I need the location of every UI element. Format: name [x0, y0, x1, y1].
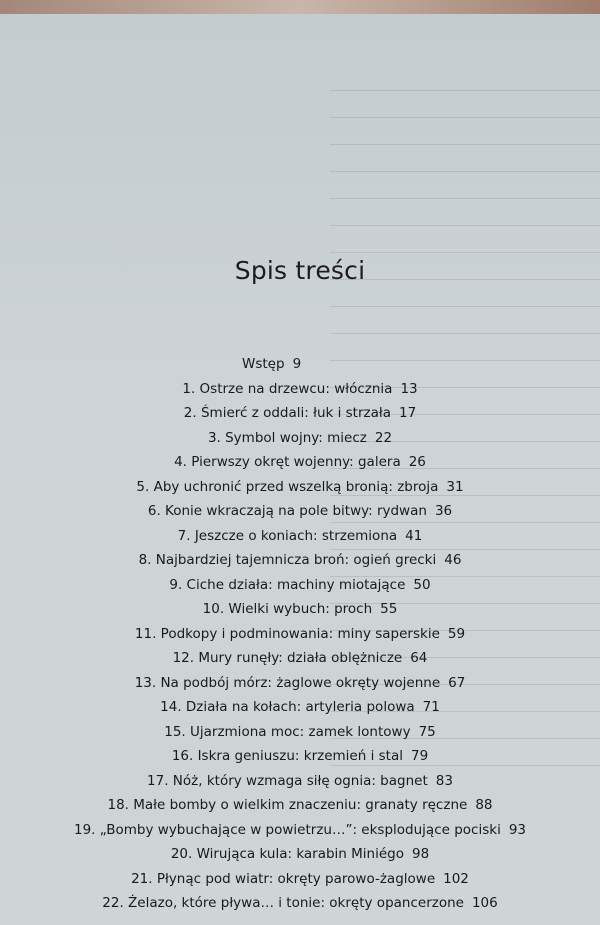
table-of-contents	[0, 352, 600, 916]
toc-entry-title: 6. Konie wkraczają na pole bitwy: rydwan	[147, 503, 427, 519]
toc-entry-page-number: 17	[399, 405, 417, 421]
toc-entry	[0, 352, 600, 377]
toc-entry-title: 16. Iskra geniuszu: krzemień i stal	[171, 748, 403, 764]
toc-entry	[0, 426, 600, 451]
toc-entry-title: 1. Ostrze na drzewcu: włócznia	[182, 380, 393, 397]
toc-entry-page-number: 75	[418, 723, 436, 740]
toc-entry-title: 18. Małe bomby o wielkim znaczeniu: granaty ręczne	[107, 797, 468, 813]
toc-entry-page-number: 31	[446, 478, 464, 495]
toc-entry-page-number: 102	[443, 870, 469, 887]
toc-entry-page-number: 93	[508, 821, 527, 838]
toc-entry-title: 14. Działa na kołach: artyleria polowa	[160, 699, 415, 715]
toc-entry-page-number: 88	[475, 797, 493, 813]
toc-entry-page-number: 41	[405, 527, 423, 544]
toc-entry-page-number: 55	[380, 601, 398, 617]
toc-entry	[0, 377, 600, 402]
toc-entry	[0, 720, 600, 745]
toc-entry-page-number: 106	[471, 895, 498, 911]
toc-entry-page-number: 13	[400, 380, 418, 397]
toc-entry	[0, 450, 600, 475]
toc-entry-page-number: 79	[410, 748, 429, 764]
toc-entry-title: 5. Aby uchronić przed wszelką bronią: zbroja	[136, 478, 439, 495]
page-sheet	[0, 14, 600, 925]
toc-entry	[0, 499, 600, 524]
toc-entry-page-number: 64	[410, 650, 428, 666]
toc-entry-title: 19. „Bomby wybuchające w powietrzu…”: eksplodujące pociski	[73, 821, 501, 838]
toc-entry-title: 11. Podkopy i podminowania: miny saperskie	[134, 625, 440, 642]
toc-entry-title: 7. Jeszcze o koniach: strzemiona	[177, 527, 398, 544]
toc-entry-page-number: 26	[408, 454, 426, 470]
toc-entry-title: 12. Mury runęły: działa oblężnicze	[172, 650, 403, 666]
toc-entry	[0, 524, 600, 549]
toc-entry-page-number: 36	[434, 503, 453, 519]
toc-entry	[0, 818, 600, 843]
toc-entry-title: 13. Na podbój mórz: żaglowe okręty wojenne	[134, 674, 441, 691]
toc-entry-title: 17. Nóż, który wzmaga siłę ognia: bagnet	[147, 772, 428, 789]
toc-entry	[0, 646, 600, 671]
toc-entry	[0, 401, 600, 426]
toc-entry-title: 22. Żelazo, które pływa… i tonie: okręty opancerzone	[102, 895, 464, 911]
toc-entry	[0, 597, 600, 622]
toc-entry	[0, 475, 600, 500]
toc-entry-page-number: 67	[448, 674, 466, 691]
toc-entry-title: 20. Wirująca kula: karabin Miniégo	[170, 846, 404, 862]
toc-entry-title: 8. Najbardziej tajemnicza broń: ogień grecki	[138, 552, 437, 568]
toc-entry-page-number: 46	[444, 552, 462, 568]
toc-entry	[0, 622, 600, 647]
toc-entry-title: 3. Symbol wojny: miecz	[207, 429, 367, 446]
toc-entry	[0, 793, 600, 818]
toc-entry	[0, 695, 600, 720]
page-top-edge	[0, 0, 600, 14]
toc-entry	[0, 891, 600, 916]
toc-entry-title: 9. Ciche działa: machiny miotające	[169, 576, 406, 593]
toc-entry-title: 10. Wielki wybuch: proch	[202, 601, 373, 617]
toc-entry-page-number: 59	[447, 625, 466, 642]
toc-entry	[0, 867, 600, 892]
toc-entry-page-number: 9	[292, 356, 302, 372]
toc-entry	[0, 548, 600, 573]
toc-entry-page-number: 50	[413, 576, 431, 593]
toc-entry-page-number: 71	[422, 699, 440, 715]
toc-entry-title: 15. Ujarzmiona moc: zamek lontowy	[164, 723, 411, 740]
toc-entry-title: 2. Śmierć z oddali: łuk i strzała	[183, 405, 391, 421]
toc-entry-page-number: 98	[412, 846, 430, 862]
toc-entry	[0, 671, 600, 696]
toc-entry-title: 4. Pierwszy okręt wojenny: galera	[174, 454, 401, 470]
page-title: Spis treści	[234, 256, 366, 285]
toc-entry	[0, 573, 600, 598]
toc-entry-page-number: 83	[435, 772, 453, 789]
toc-entry	[0, 769, 600, 794]
toc-entry	[0, 744, 600, 769]
toc-entry-title: 21. Płynąc pod wiatr: okręty parowo-żaglowe	[131, 870, 436, 887]
toc-entry-page-number: 22	[374, 429, 393, 446]
toc-entry	[0, 842, 600, 867]
toc-entry-title: Wstęp	[242, 356, 285, 372]
